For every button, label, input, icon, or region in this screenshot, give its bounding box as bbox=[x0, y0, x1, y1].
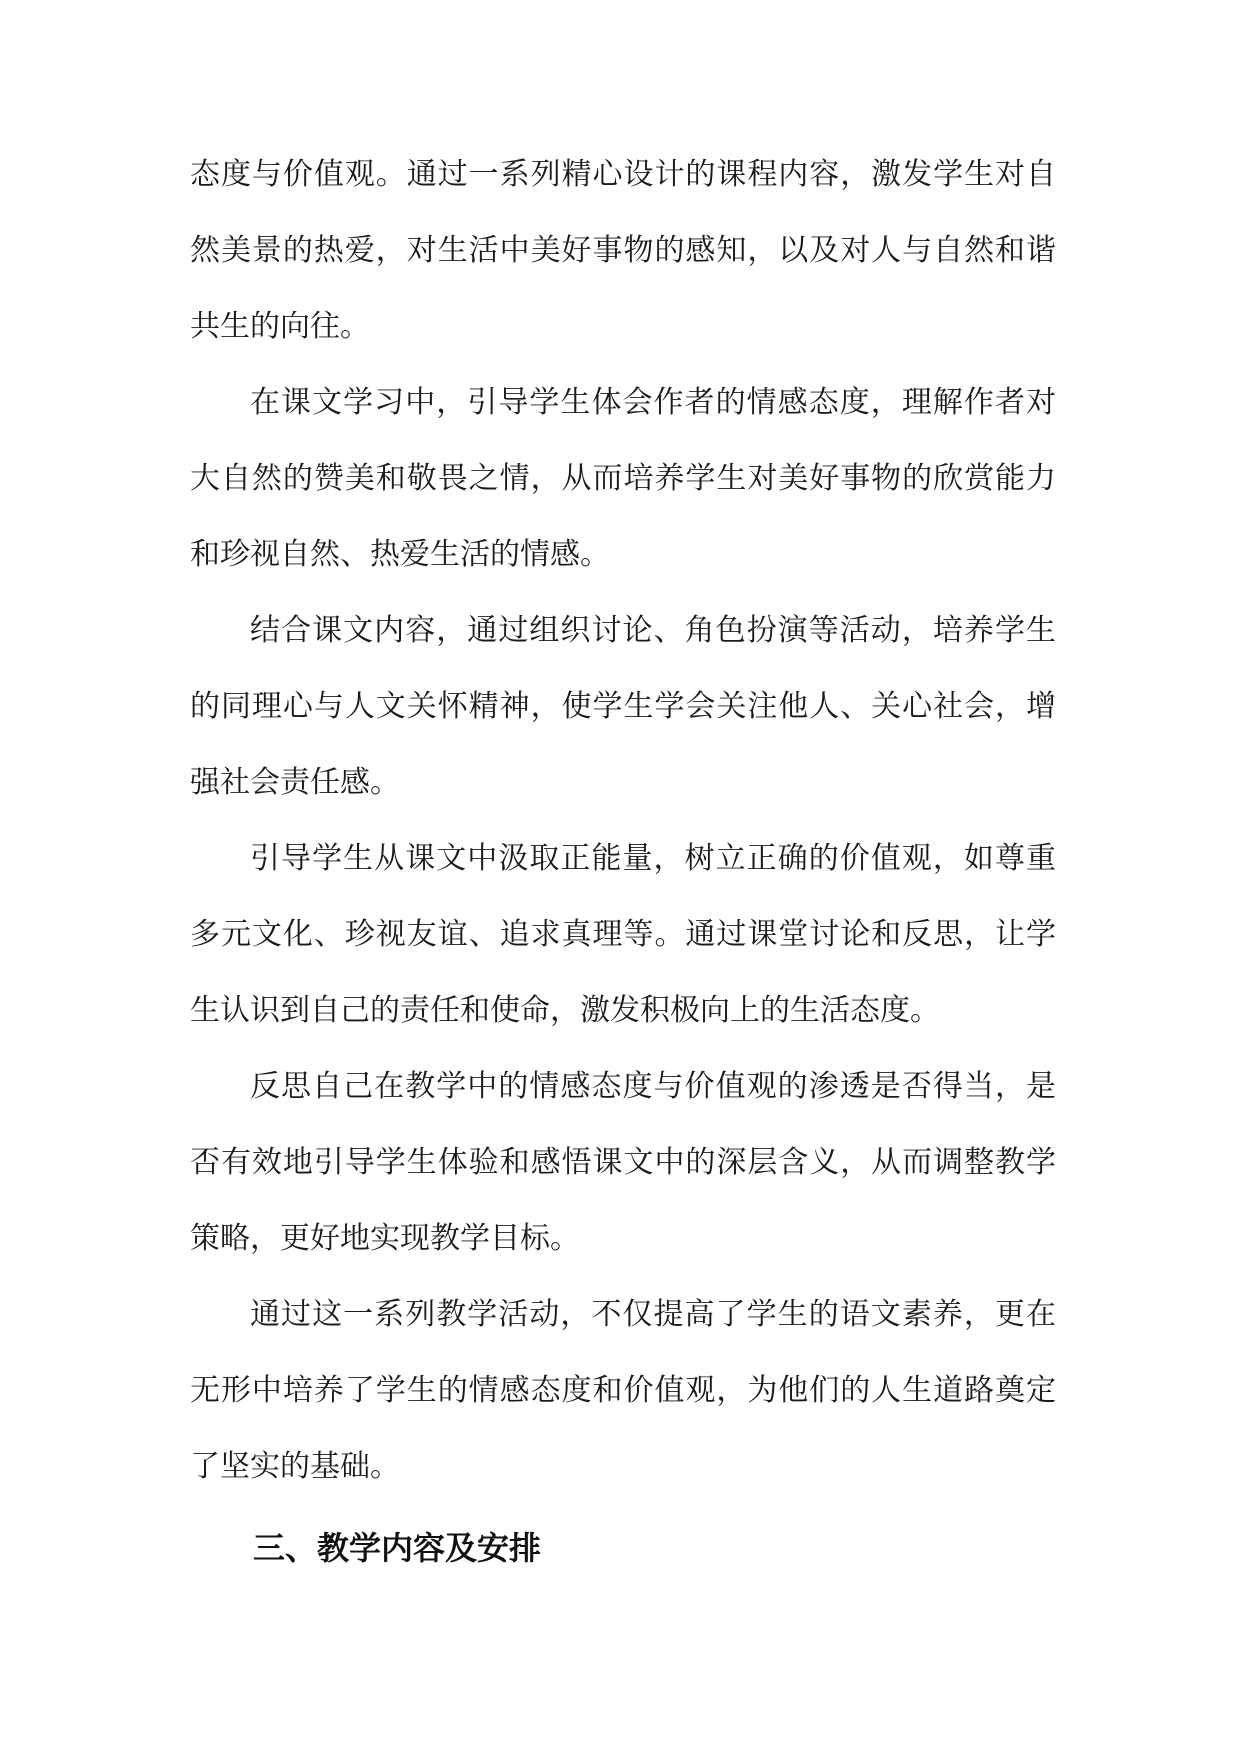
paragraph: 反思自己在教学中的情感态度与价值观的渗透是否得当，是否有效地引导学生体验和感悟课文中的深层含义，从而调整教学策略，更好地实现教学目标。 bbox=[190, 1069, 1056, 1256]
paragraph-continued: 态度与价值观。通过一系列精心设计的课程内容，激发学生对自然美景的热爱，对生活中美好事物的感知，以及对人与自然和谐共生的向往。 bbox=[190, 157, 1056, 344]
section-heading: 三、教学内容及安排 bbox=[253, 1529, 542, 1567]
paragraph: 结合课文内容，通过组织讨论、角色扮演等活动，培养学生的同理心与人文关怀精神，使学生学会关注他人、关心社会，增强社会责任感。 bbox=[190, 613, 1056, 800]
paragraph: 通过这一系列教学活动，不仅提高了学生的语文素养，更在无形中培养了学生的情感态度和价值观，为他们的人生道路奠定了坚实的基础。 bbox=[190, 1297, 1056, 1484]
paragraph: 在课文学习中，引导学生体会作者的情感态度，理解作者对大自然的赞美和敬畏之情，从而培养学生对美好事物的欣赏能力和珍视自然、热爱生活的情感。 bbox=[190, 385, 1056, 572]
paragraph: 引导学生从课文中汲取正能量，树立正确的价值观，如尊重多元文化、珍视友谊、追求真理等。通过课堂讨论和反思，让学生认识到自己的责任和使命，激发积极向上的生活态度。 bbox=[190, 841, 1056, 1028]
document-body bbox=[190, 137, 1056, 1505]
